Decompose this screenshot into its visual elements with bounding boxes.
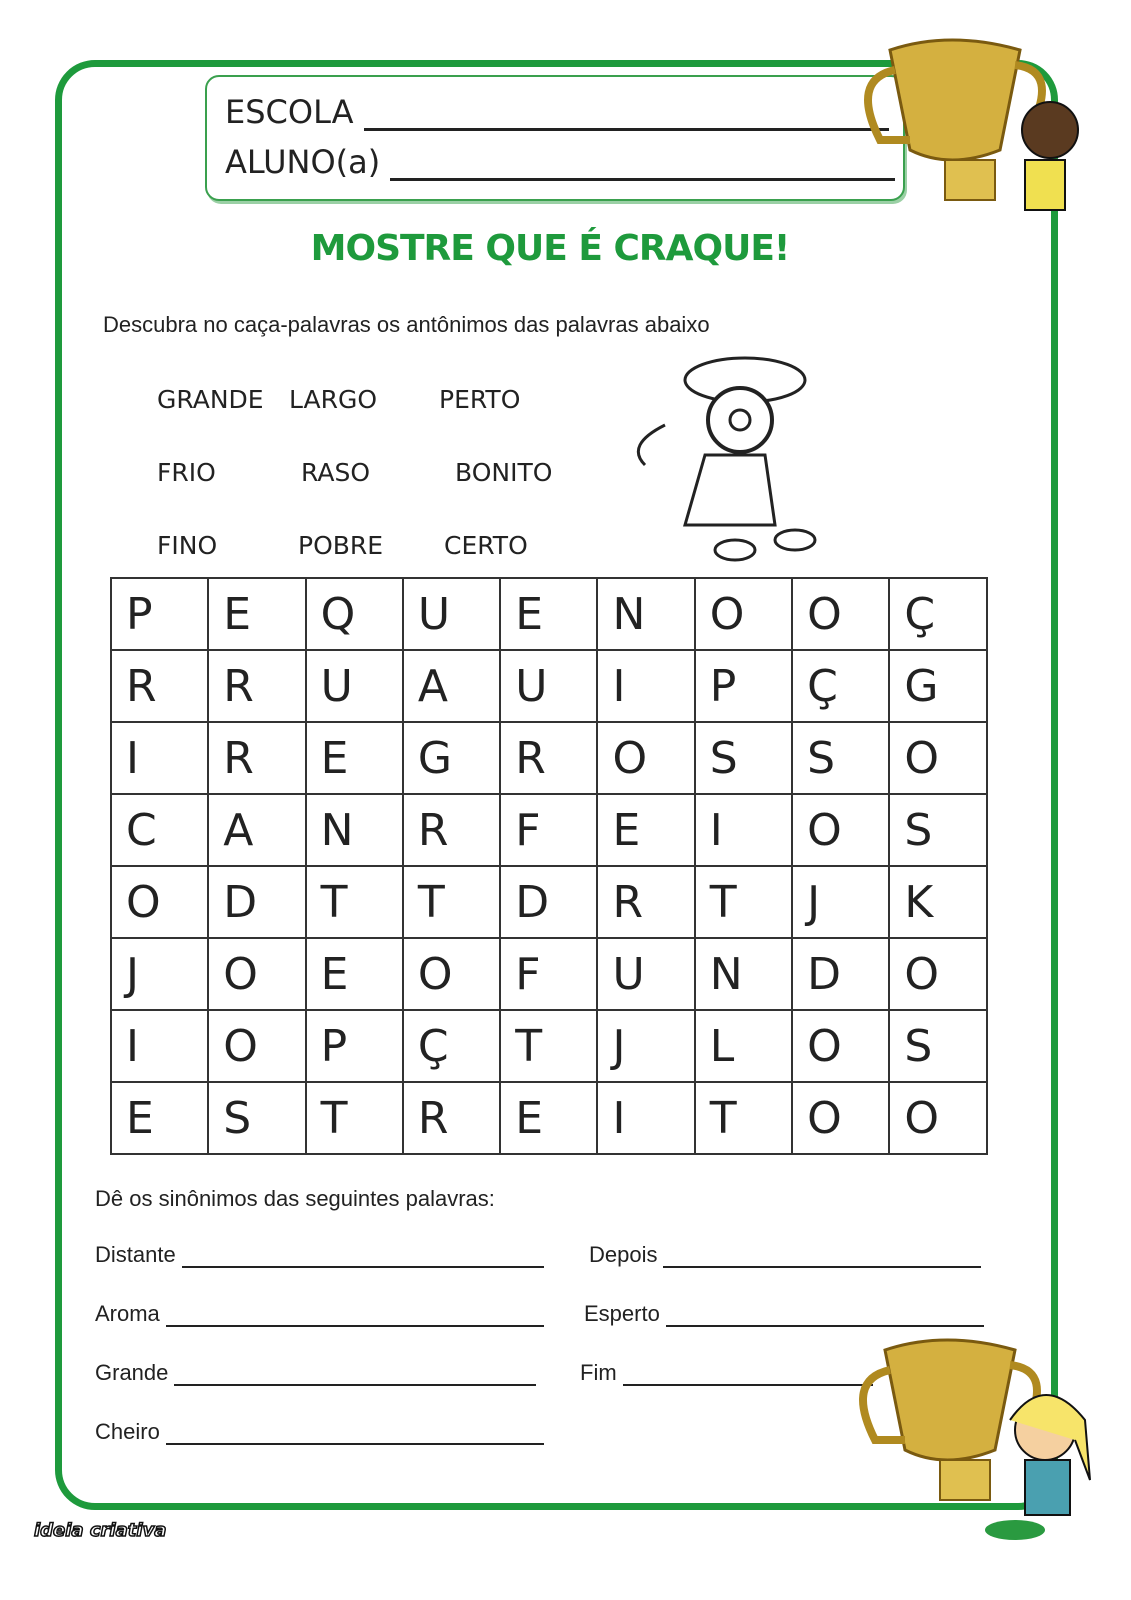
synonym-row (584, 1301, 984, 1327)
grid-cell[interactable]: O (208, 1010, 305, 1082)
answer-field[interactable] (666, 1307, 984, 1327)
grid-cell[interactable]: R (111, 650, 208, 722)
student-line (225, 143, 895, 181)
synonym-row (95, 1419, 544, 1445)
grid-cell[interactable]: A (403, 650, 500, 722)
grid-cell[interactable]: U (500, 650, 597, 722)
word-search-grid (110, 577, 988, 1155)
grid-cell[interactable]: R (403, 1082, 500, 1154)
synonym-label: Depois (589, 1242, 658, 1267)
synonym-label: Fim (580, 1360, 617, 1385)
grid-cell[interactable]: O (597, 722, 694, 794)
word: POBRE (298, 531, 384, 560)
grid-cell[interactable]: F (500, 794, 597, 866)
grid-cell[interactable]: O (792, 1010, 889, 1082)
word: GRANDE (157, 385, 264, 414)
grid-cell[interactable]: D (208, 866, 305, 938)
grid-cell[interactable]: G (889, 650, 986, 722)
grid-cell[interactable]: N (597, 578, 694, 650)
grid-cell[interactable]: N (695, 938, 792, 1010)
answer-field[interactable] (166, 1307, 544, 1327)
grid-cell[interactable]: E (306, 938, 403, 1010)
grid-cell[interactable]: I (597, 1082, 694, 1154)
grid-row (111, 578, 987, 650)
synonym-row (95, 1360, 536, 1386)
answer-field[interactable] (623, 1366, 873, 1386)
grid-cell[interactable]: T (695, 866, 792, 938)
grid-cell[interactable]: R (208, 650, 305, 722)
synonym-label: Distante (95, 1242, 176, 1267)
grid-cell[interactable]: J (597, 1010, 694, 1082)
synonym-row (95, 1242, 544, 1268)
grid-cell[interactable]: O (792, 1082, 889, 1154)
grid-cell[interactable]: R (208, 722, 305, 794)
grid-cell[interactable]: U (403, 578, 500, 650)
grid-cell[interactable]: R (403, 794, 500, 866)
grid-cell[interactable]: R (597, 866, 694, 938)
school-label: ESCOLA (225, 93, 354, 131)
grid-cell[interactable]: N (306, 794, 403, 866)
student-label: ALUNO(a) (225, 143, 381, 181)
grid-cell[interactable]: Ç (889, 578, 986, 650)
instruction-synonyms: Dê os sinônimos das seguintes palavras: (95, 1186, 495, 1211)
grid-cell[interactable]: E (597, 794, 694, 866)
synonym-label: Aroma (95, 1301, 160, 1326)
grid-cell[interactable]: J (111, 938, 208, 1010)
grid-cell[interactable]: O (889, 1082, 986, 1154)
grid-cell[interactable]: J (792, 866, 889, 938)
grid-row (111, 866, 987, 938)
grid-cell[interactable]: C (111, 794, 208, 866)
grid-cell[interactable]: E (111, 1082, 208, 1154)
answer-field[interactable] (182, 1248, 544, 1268)
synonym-label: Grande (95, 1360, 169, 1385)
word: FINO (157, 531, 218, 560)
grid-cell[interactable]: Ç (792, 650, 889, 722)
grid-cell[interactable]: S (889, 794, 986, 866)
school-field[interactable] (364, 103, 889, 131)
grid-row (111, 1010, 987, 1082)
grid-cell[interactable]: S (695, 722, 792, 794)
grid-cell[interactable]: A (208, 794, 305, 866)
grid-cell[interactable]: O (792, 794, 889, 866)
grid-cell[interactable]: O (889, 722, 986, 794)
grid-cell[interactable]: I (111, 722, 208, 794)
grid-row (111, 1082, 987, 1154)
grid-cell[interactable]: T (500, 1010, 597, 1082)
trophy-girl-illustration (845, 1330, 1115, 1550)
grid-cell[interactable]: O (111, 866, 208, 938)
word: PERTO (439, 385, 521, 414)
word: LARGO (289, 385, 378, 414)
grid-cell[interactable]: Q (306, 578, 403, 650)
grid-cell[interactable]: R (500, 722, 597, 794)
word: RASO (301, 458, 371, 487)
grid-cell[interactable]: O (403, 938, 500, 1010)
grid-cell[interactable]: E (500, 578, 597, 650)
detective-illustration (605, 335, 845, 575)
grid-cell[interactable]: O (695, 578, 792, 650)
grid-cell[interactable]: P (695, 650, 792, 722)
grid-cell[interactable]: T (403, 866, 500, 938)
synonym-row (589, 1242, 981, 1268)
trophy-boy-illustration (850, 20, 1080, 230)
header-box (205, 75, 905, 201)
grid-row (111, 722, 987, 794)
synonym-label: Cheiro (95, 1419, 160, 1444)
grid-cell[interactable]: P (306, 1010, 403, 1082)
grid-cell[interactable]: G (403, 722, 500, 794)
grid-cell[interactable]: I (695, 794, 792, 866)
grid-cell[interactable]: T (695, 1082, 792, 1154)
answer-field[interactable] (166, 1425, 544, 1445)
grid-cell[interactable]: O (889, 938, 986, 1010)
word: BONITO (455, 458, 553, 487)
grid-cell[interactable]: D (792, 938, 889, 1010)
instruction-antonyms: Descubra no caça-palavras os antônimos das palavras abaixo (103, 312, 710, 337)
grid-cell[interactable]: O (208, 938, 305, 1010)
school-line (225, 93, 889, 131)
grid-cell[interactable]: S (208, 1082, 305, 1154)
grid-row (111, 650, 987, 722)
grid-cell[interactable]: F (500, 938, 597, 1010)
grid-cell[interactable]: P (111, 578, 208, 650)
student-field[interactable] (390, 153, 895, 181)
grid-cell[interactable]: U (597, 938, 694, 1010)
word: CERTO (444, 531, 528, 560)
grid-cell[interactable]: I (597, 650, 694, 722)
answer-field[interactable] (174, 1366, 536, 1386)
grid-cell[interactable]: E (500, 1082, 597, 1154)
grid-cell[interactable]: K (889, 866, 986, 938)
answer-field[interactable] (663, 1248, 981, 1268)
grid-cell[interactable]: L (695, 1010, 792, 1082)
grid-cell[interactable]: E (306, 722, 403, 794)
synonym-label: Esperto (584, 1301, 660, 1326)
brand-logo: ideia criativa (34, 1520, 167, 1541)
grid-cell[interactable]: S (889, 1010, 986, 1082)
page-title: MOSTRE QUE É CRAQUE! (310, 228, 790, 269)
synonym-row (95, 1301, 544, 1327)
synonym-row (580, 1360, 873, 1386)
grid-cell[interactable]: D (500, 866, 597, 938)
word: FRIO (157, 458, 216, 487)
grid-cell[interactable]: I (111, 1010, 208, 1082)
grid-cell[interactable]: T (306, 866, 403, 938)
grid-cell[interactable]: Ç (403, 1010, 500, 1082)
grid-cell[interactable]: T (306, 1082, 403, 1154)
grid-row (111, 938, 987, 1010)
grid-cell[interactable]: O (792, 578, 889, 650)
grid-cell[interactable]: E (208, 578, 305, 650)
grid-row (111, 794, 987, 866)
grid-cell[interactable]: U (306, 650, 403, 722)
grid-cell[interactable]: S (792, 722, 889, 794)
